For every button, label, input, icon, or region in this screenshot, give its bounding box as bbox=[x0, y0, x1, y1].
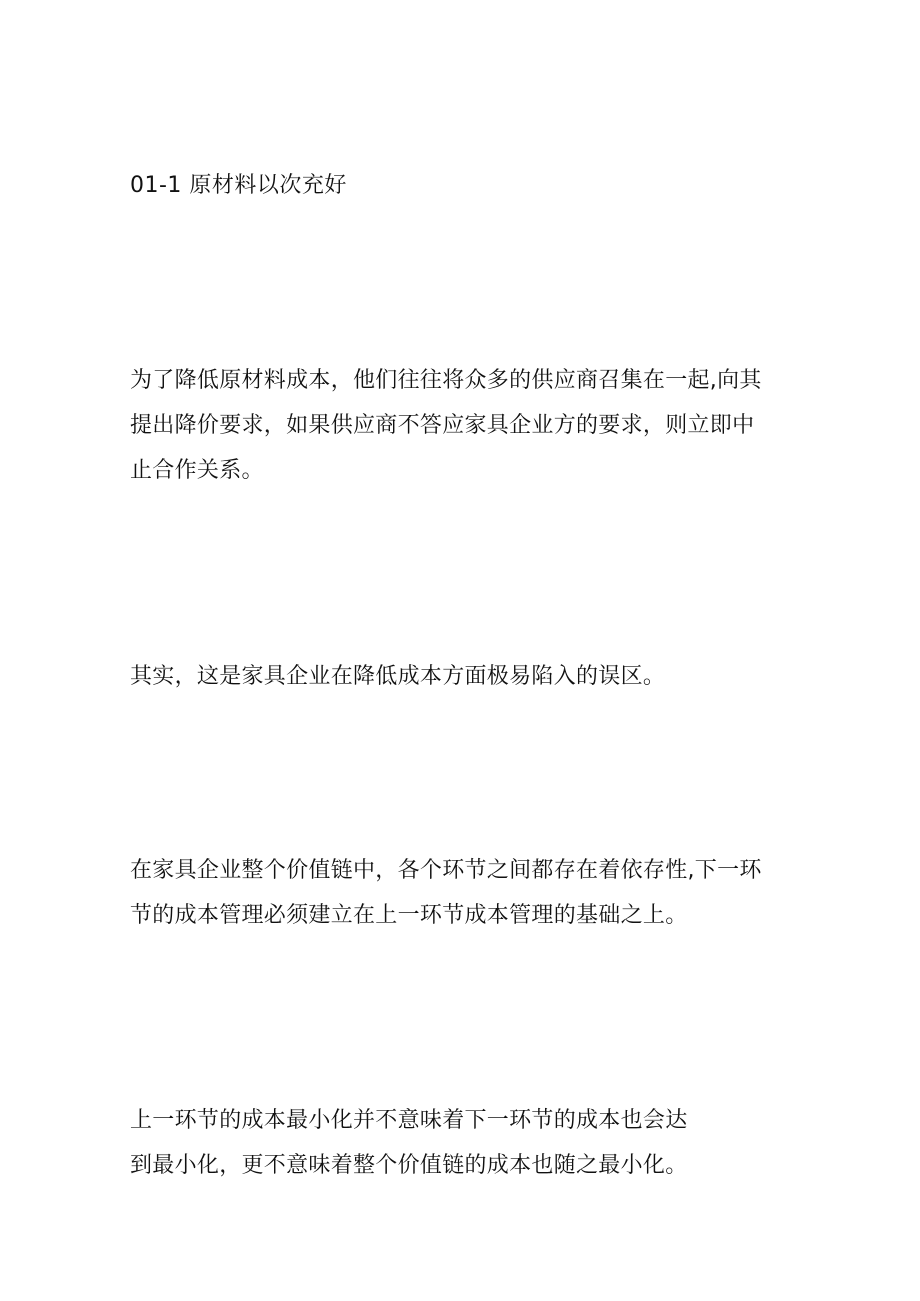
paragraph-line: 止合作关系。 bbox=[130, 458, 264, 483]
paragraph-line: 到最小化，更不意味着整个价值链的成本也随之最小化。 bbox=[130, 1153, 688, 1178]
paragraph-misconception bbox=[130, 654, 795, 699]
paragraph-supplier-price-pressure bbox=[130, 358, 795, 493]
paragraph-line: 为了降低原材料成本，他们往往将众多的供应商召集在一起,向其 bbox=[130, 368, 762, 393]
paragraph-line: 在家具企业整个价值链中，各个环节之间都存在着依存性,下一环 bbox=[130, 858, 762, 883]
paragraph-cost-minimization bbox=[130, 1098, 795, 1188]
paragraph-line: 其实，这是家具企业在降低成本方面极易陷入的误区。 bbox=[130, 664, 666, 689]
paragraph-line: 提出降价要求，如果供应商不答应家具企业方的要求，则立即中 bbox=[130, 413, 755, 438]
paragraph-line: 上一环节的成本最小化并不意味着下一环节的成本也会达 bbox=[130, 1108, 688, 1133]
paragraph-line: 节的成本管理必须建立在上一环节成本管理的基础之上。 bbox=[130, 903, 688, 928]
section-title: 01-1 原材料以次充好 bbox=[130, 173, 347, 198]
paragraph-value-chain-dependency bbox=[130, 848, 795, 938]
